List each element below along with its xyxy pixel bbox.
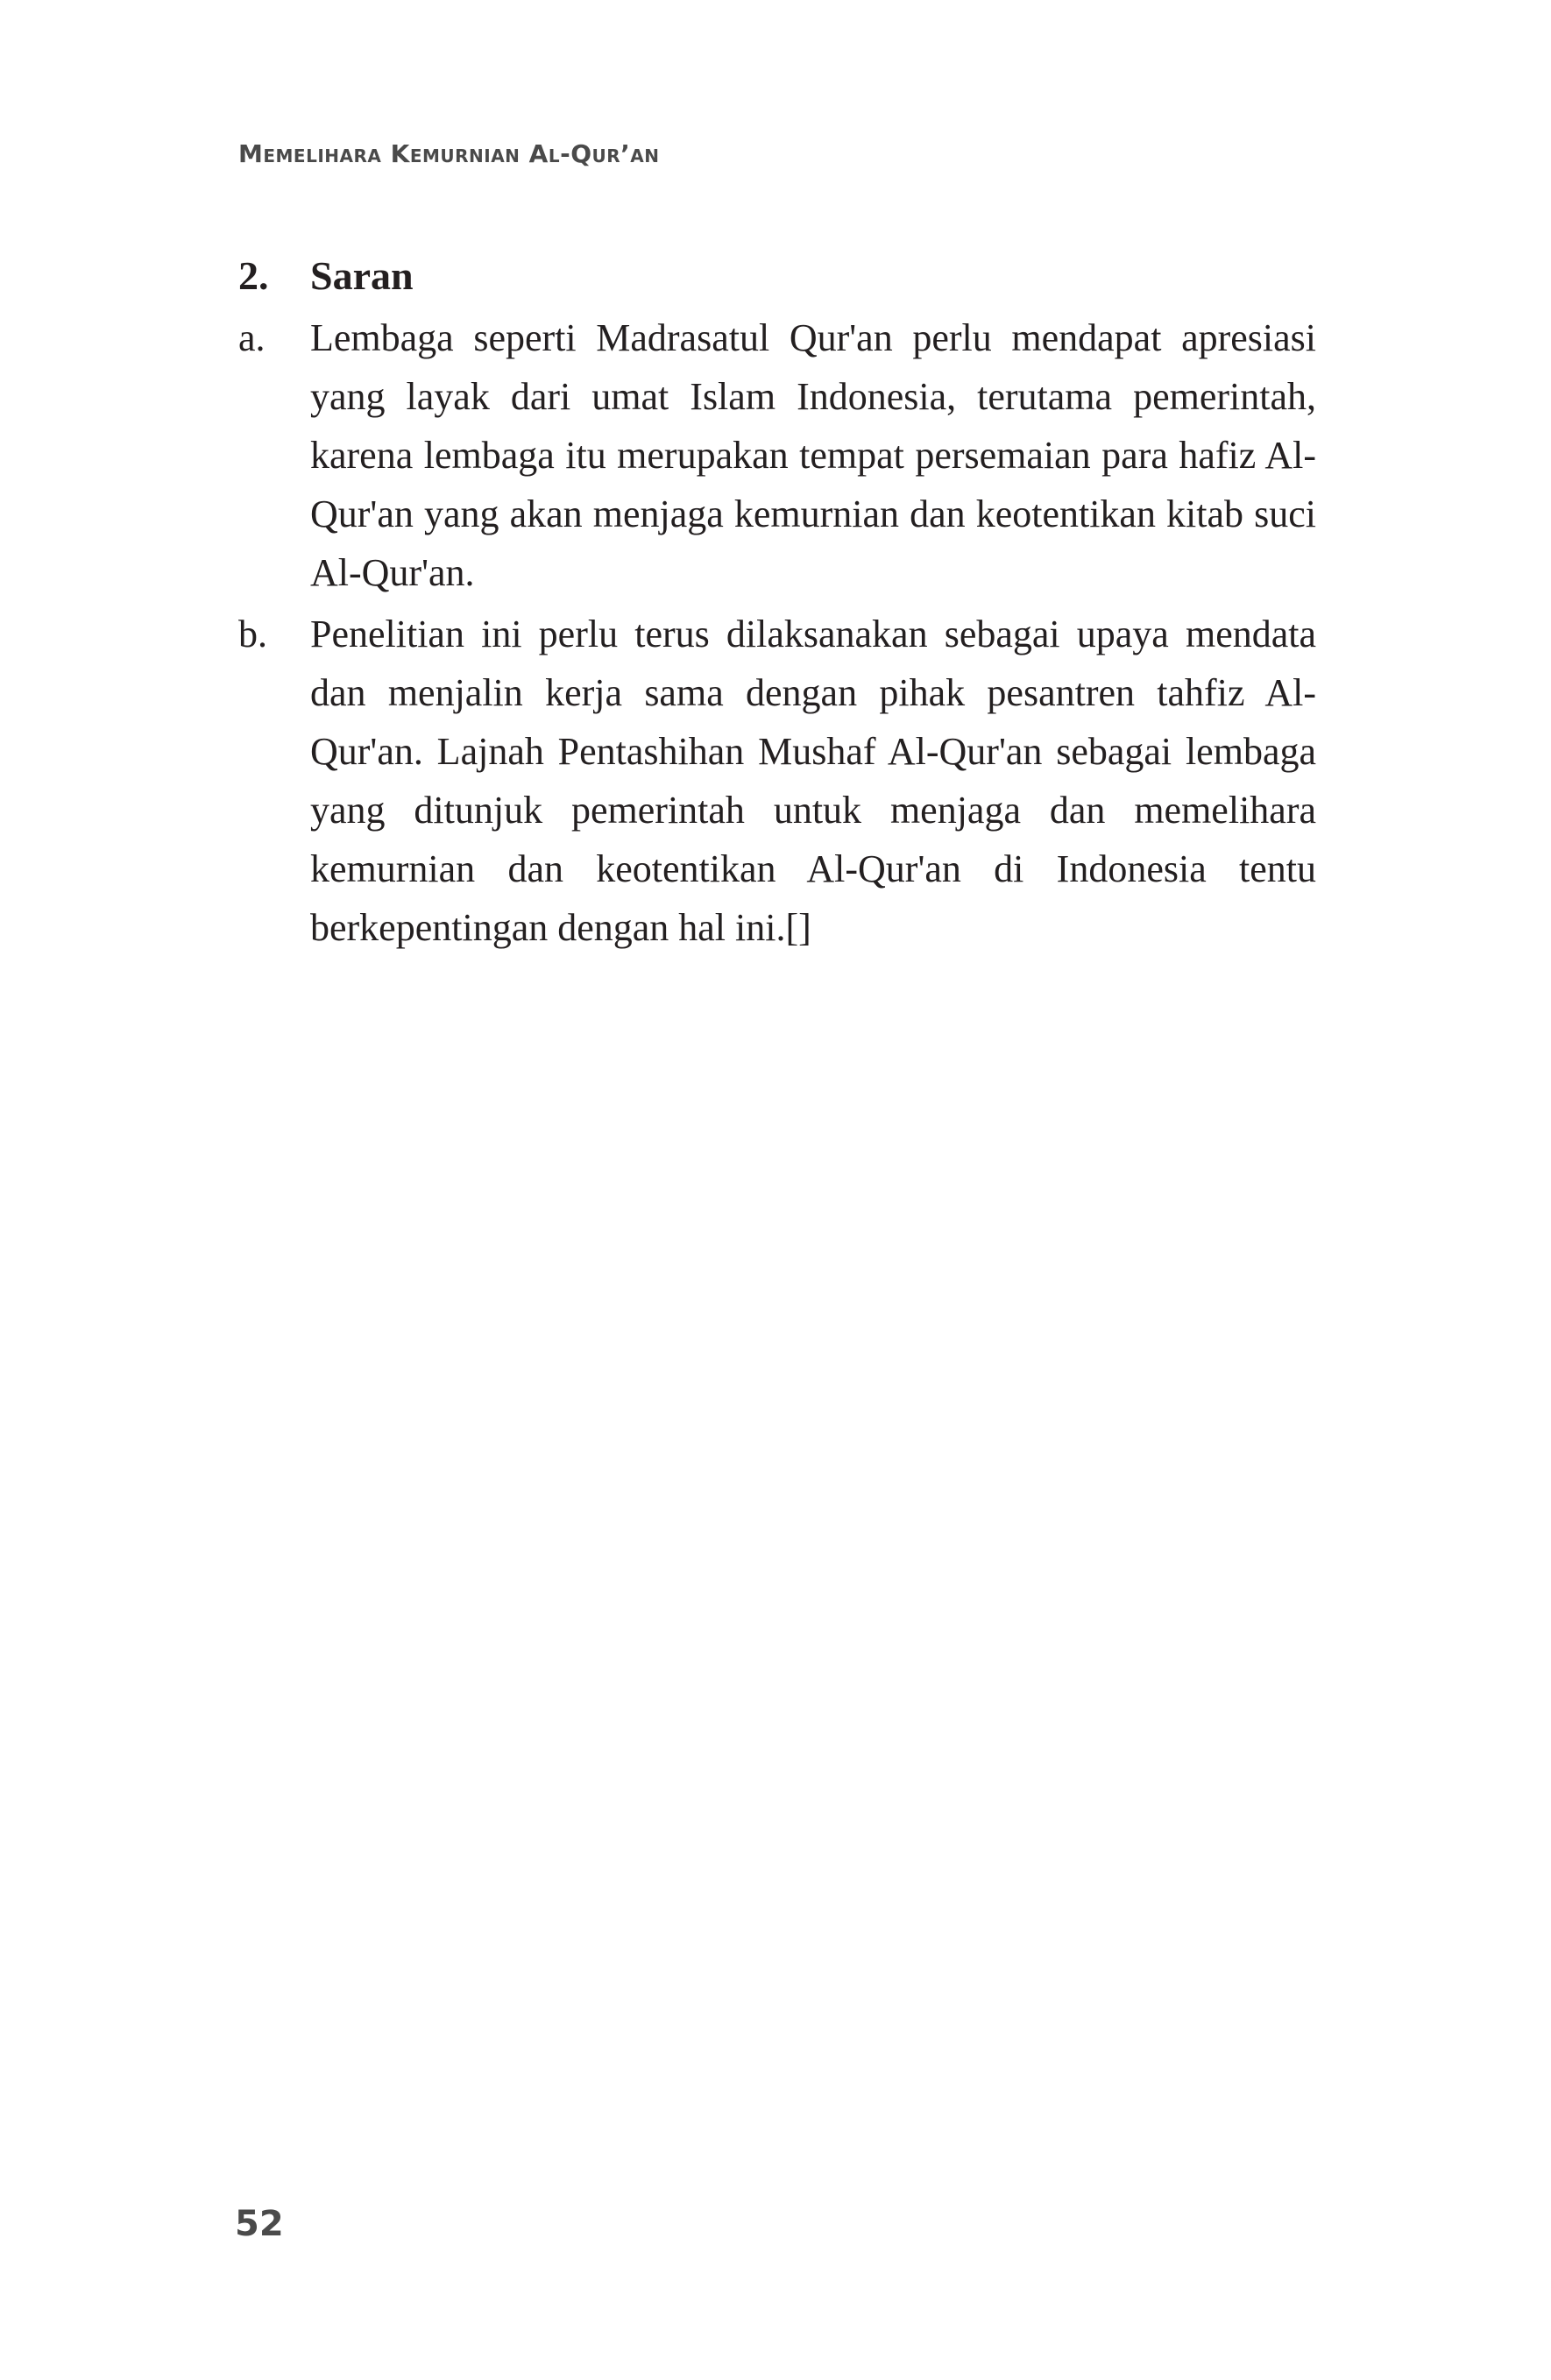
section-title: Saran bbox=[310, 253, 414, 298]
list-item-marker: b. bbox=[238, 613, 267, 655]
list-item-b bbox=[238, 605, 1316, 957]
section-number: 2. bbox=[238, 253, 269, 298]
list-item-text: Penelitian ini perlu terus dilaksanakan sebagai upaya mendata dan menjalin kerja sama dengan pihak pesantren tahfiz Al-Qur'an. Lajnah Pentashihan Mushaf Al-Qur'an sebagai lembaga yang ditunjuk pemerintah untuk menjaga dan memelihara kemurnian dan keotentikan Al-Qur'an di Indonesia tentu berkepentingan dengan hal ini.[] bbox=[310, 613, 1316, 949]
list-item-text: Lembaga seperti Madrasatul Qur'an perlu mendapat apresiasi yang layak dari umat Islam Indonesia, terutama pemerintah, karena lembaga itu merupakan tempat persemaian para hafiz Al-Qur'an yang akan menjaga kemurnian dan keotentikan kitab suci Al-Qur'an. bbox=[310, 316, 1316, 594]
list-item-marker: a. bbox=[238, 316, 266, 359]
running-header: Memelihara Kemurnian Al-Qur’an bbox=[238, 139, 660, 168]
list-item-a bbox=[238, 308, 1316, 602]
section-heading bbox=[238, 247, 1316, 308]
page-content bbox=[238, 247, 1316, 957]
page-number: 52 bbox=[235, 2204, 284, 2244]
